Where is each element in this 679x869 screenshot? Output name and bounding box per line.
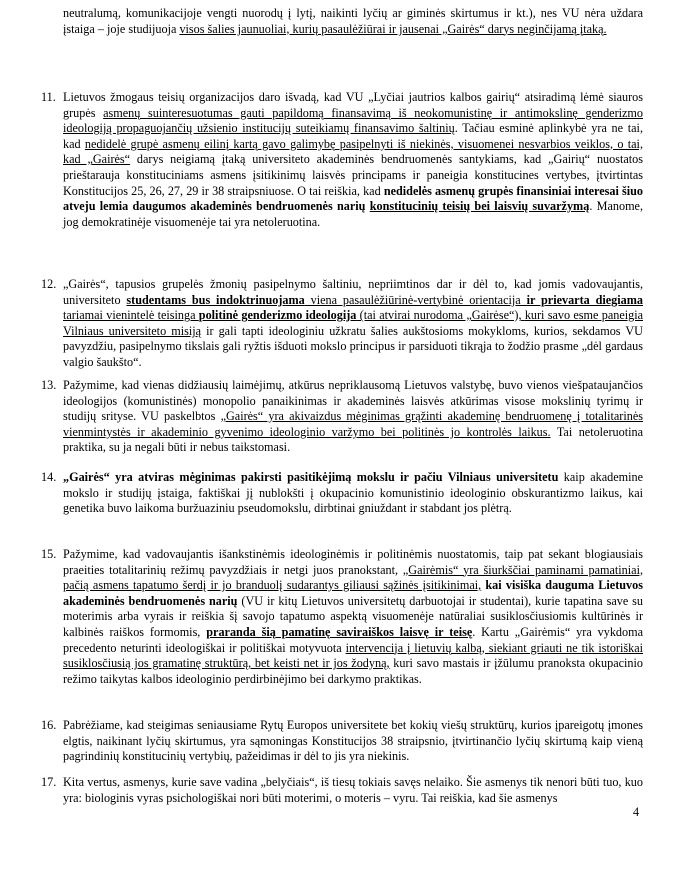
- item-text: [63, 90, 643, 230]
- item-text: [63, 378, 643, 456]
- text-run: Pažymime, kad vadovaujantis išankstinėmis ideologinėmis ir politinėmis nuostatomis, taip pat sekant blogiausiais praeities totalitarinių režimų pavyzdžiais ir netgi juos pranokstant,: [63, 547, 643, 577]
- page-number: 4: [633, 805, 640, 819]
- list-item-15: [41, 547, 643, 687]
- list-item-11: [41, 90, 643, 230]
- item-number: 16.: [41, 718, 57, 732]
- item-text: [63, 718, 643, 765]
- underlined-text: „Gairėmis“ yra šiurkščiai paminami pamatiniai, pačią asmens tapatumo šerdį ir jo branduolį sudarantys giliausi sąžinės įsitikinimai,: [63, 562, 643, 593]
- emphasized-text: kai visiška dauguma Lietuvos akademinės bendruomenės narių: [63, 578, 643, 608]
- item-number: 13.: [41, 378, 57, 392]
- text-run: Pabrėžiame, kad steigimas seniausiame Rytų Europos universitete bet kokių viešų struktūrų, kurios įpareigotų įmones elgtis, naikinant lyčių skirtumus, yra sąmoningas Konstitucijos 38 straipsnio, įtvirtinančio lyčių skirtumą kaip vieną pagrindinių konstitucinių vertybių, pažeidimas ir dėl to jis yra niekinis.: [63, 718, 643, 764]
- text-run: Pažymime, kad vienas didžiausių laimėjimų, atkūrus nepriklausomą Lietuvos valstybę, buvo vienos viešpataujančios ideologijos (komunistinės) monopolio panaikinimas ir akademinės laisvės atkūrimas visose mokslinių tyrimų ir studijų srityse. VU paskelbtos: [63, 378, 643, 424]
- emphasized-text: ir prievarta diegiama: [526, 292, 644, 307]
- item-text: [63, 277, 643, 371]
- item-text: [63, 775, 643, 806]
- list-item-17: [41, 775, 643, 806]
- underlined-text: asmenų suinteresuotumas gauti papildomą finansavimą iš neokomunistinę ir antimokslinę genderizmo ideologiją propaguojančių užsienio institucijų suteikiamų finansavimo šaltinių: [63, 105, 643, 136]
- item-number: 17.: [41, 775, 57, 789]
- text-run: kuri savo mastais ir įžūlumu pranoksta okupacinio režimo taikytas kalbos ideologinio perdirbinėjimo bei darkymo praktikas.: [63, 656, 643, 686]
- intro-paragraph: [63, 6, 643, 37]
- underlined-text: nedidelė grupė asmenų eilinį kartą gavo galimybę pasipelnyti iš niekinės, visuomenei nesvarbios veiklos, o tai, kad „Gairės“: [63, 136, 643, 167]
- underlined-text: intervencija į lietuvių kalbą, siekiant griauti ne tik istoriškai susiklosčiusią jos gramatinę struktūrą, bet keisti net ir jos žodyną,: [63, 640, 644, 671]
- underlined-text: (tai atvirai nurodoma „Gairėse“),: [356, 308, 525, 323]
- underlined-text: tariamai vienintelė teisinga: [63, 308, 199, 323]
- text-run: kaip akademine mokslo ir studijų įstaiga, faktiškai jį nublokšti į okupacinio komunistinio ideologinio obskurantizmo laikus, kai genetika buvo laikoma buržuaziniu pseudomokslu, dirbtinai gniuždant ir stabdant jos plėtrą.: [63, 470, 643, 516]
- list-item-16: [41, 718, 643, 765]
- text-run: . Kartu „Gairėmis“ yra vykdoma precedento neturinti ideologiškai ir politiškai motyvuota: [63, 624, 643, 655]
- text-run: Kita vertus, asmenys, kurie save vadina „belyčiais“, iš tiesų tokiais savęs nelaiko. Šie asmenys tik nenori būti tuo, kuo yra: biologinis vyras psichologiškai nori būti moterimi, o moteris – vyru. Tai reiškia, kad šie asmenys: [63, 775, 643, 805]
- emphasized-text: „Gairės“ yra atviras mėginimas pakirsti pasitikėjimą mokslu ir pačiu Vilniaus universitetu: [63, 470, 559, 484]
- item-number: 15.: [41, 547, 57, 561]
- item-text: [63, 547, 643, 687]
- list-item-14: [41, 470, 643, 517]
- underlined-text: kuri savo esme paneigia Vilniaus universiteto misiją: [63, 308, 644, 338]
- underlined-text: viena pasaulėžiūrinė-vertybinė orientacija: [304, 292, 527, 307]
- item-text: [63, 470, 643, 517]
- item-number: 14.: [41, 470, 57, 484]
- emphasized-text: politinė genderizmo ideologija: [198, 308, 357, 323]
- emphasized-text: praranda šią pamatinę saviraiškos laisvę ir teisę: [206, 624, 473, 639]
- list-item-13: [41, 378, 643, 456]
- text-run: ir gali tapti ideologiniu užkratu šalies aukštosioms mokykloms, kurios, sekdamos VU pavyzdžiu, pasipelnymo tikslais gali ryžtis išduoti mokslo principus ir parsiduoti tikrąja to žodžio prasme „dėl gardaus valgio šaukšto“.: [63, 323, 643, 369]
- text-run: Tai netoleruotina praktika, su ja negali būti ir nebus taikstomasi.: [63, 424, 643, 455]
- list-item-12: [41, 277, 643, 371]
- text-run: . Tačiau esminė aplinkybė yra ne tai, kad: [63, 121, 643, 151]
- text-run: (VU ir kitų Lietuvos universitetų darbuotojai ir studentai), kurie tapatina save su moterimis arba vyrais ir reiškia šį savojo tapatumo aspektą visuomenėje natūraliai susiklosčiusiomis kultūrinės ir kalbinės raiškos formomis,: [63, 593, 644, 639]
- emphasized-text: studentams bus indoktrinuojama: [126, 292, 305, 307]
- text-run: Lietuvos žmogaus teisių organizacijos daro išvadą, kad VU „Lyčiai jautrios kalbos gairių“ atsiradimą lėmė siauros grupės: [63, 90, 643, 120]
- item-number: 12.: [41, 277, 57, 291]
- underlined-text: visos šalies jaunuoliai, kurių pasaulėžiūrai ir jausenai „Gairės“ darys neginčijamą įtaką.: [179, 21, 607, 36]
- item-number: 11.: [41, 90, 56, 104]
- underlined-text: „Gairės“ yra akivaizdus mėginimas grąžinti akademinę bendruomenę į totalitarinės vienmintystės ir akademinio gyvenimo ideologinio varžymo bei politinės jo kontrolės laikus.: [63, 409, 643, 439]
- text-run: neutralumą, komunikacijoje vengti nuorodų į lytį, naikinti lyčių ar giminės skirtumus ir kt.), nes VU nėra uždara įstaiga – joje studijuoja: [63, 6, 643, 36]
- text-run: darys neigiamą įtaką universiteto akademinės bendruomenės santykiams, kad „Gairių“ nuostatos prieštarauja konstituciniams asmens įsitikinimų laisvės principams ir paneigia konstitucines vertybes, įtvirtintas Konstitucijos 25, 26, 27, 29 ir 38 straipsniuose. O tai reiškia, kad: [63, 152, 643, 198]
- text-run: . Manome, jog demokratinėje visuomenėje tai yra netoleruotina.: [63, 199, 644, 229]
- emphasized-text: nedidelės asmenų grupės finansiniai interesai šiuo atveju lemia daugumos akademinės bendruomenės narių: [63, 183, 643, 214]
- emphasized-text: konstitucinių teisių bei laisvių suvaržymą: [369, 199, 590, 214]
- text-run: „Gairės“, tapusios grupelės žmonių pasipelnymo šaltiniu, nepriimtinos dar ir dėl to, kad jomis vadovaujantis, universiteto: [63, 277, 643, 307]
